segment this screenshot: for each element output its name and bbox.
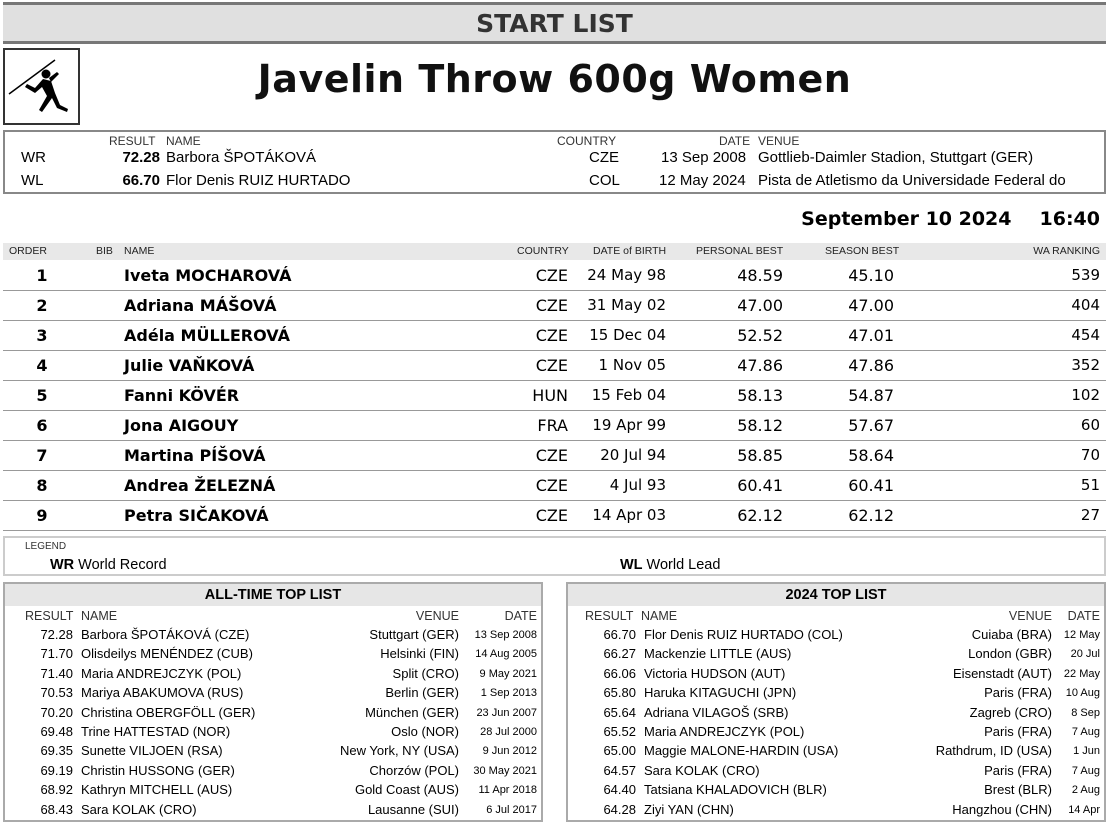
all-time-date: 14 Aug 2005 (475, 648, 537, 661)
start-list-banner: START LIST (3, 2, 1106, 44)
all-time-date: 9 Jun 2012 (482, 745, 537, 758)
all-time-date: 30 May 2021 (473, 764, 537, 777)
legend-code: WL (620, 557, 643, 573)
all-time-venue: Berlin (GER) (385, 685, 459, 701)
list-item (5, 742, 541, 761)
season-date: 12 May (1063, 629, 1100, 641)
header-rank: WA RANKING (1033, 245, 1100, 257)
athlete-sb: 58.64 (848, 446, 894, 465)
all-time-date: 23 Jun 2007 (476, 706, 537, 719)
record-name: Flor Denis RUIZ HURTADO (166, 172, 351, 189)
record-venue: Pista de Atletismo da Universidade Federal do (758, 172, 1066, 189)
season-result: 66.70 (603, 627, 636, 642)
list-item (568, 704, 1104, 723)
header-country: COUNTRY (517, 245, 569, 257)
athlete-pb: 62.12 (737, 506, 783, 525)
all-time-header-result: RESULT (25, 609, 74, 623)
athlete-name: Martina PÍŠOVÁ (124, 446, 266, 465)
all-time-name: Maria ANDREJCZYK (POL) (81, 665, 242, 681)
season-header-venue: VENUE (1008, 609, 1052, 623)
athlete-name: Iveta MOCHAROVÁ (124, 266, 292, 285)
season-result: 66.27 (603, 646, 636, 662)
list-item (568, 723, 1104, 742)
athlete-dob: 4 Jul 93 (609, 476, 666, 494)
athlete-order: 1 (36, 266, 48, 285)
season-result: 65.80 (603, 685, 636, 701)
season-name: Tatsiana KHALADOVICH (BLR) (644, 782, 827, 798)
athlete-country: FRA (537, 416, 568, 435)
athlete-country: CZE (535, 356, 568, 375)
athlete-name: Adéla MÜLLEROVÁ (124, 326, 290, 345)
list-item (5, 626, 541, 645)
athlete-pb: 58.85 (737, 446, 783, 465)
season-venue: Hangzhou (CHN) (952, 801, 1052, 817)
season-date: 8 Sep (1071, 706, 1100, 719)
header-bib: BIB (96, 245, 113, 257)
athlete-dob: 15 Feb 04 (591, 386, 666, 404)
list-item (568, 801, 1104, 820)
athlete-pb: 58.12 (737, 416, 783, 435)
athlete-order: 5 (36, 386, 48, 405)
athlete-country: CZE (535, 446, 568, 465)
header-name: NAME (124, 245, 155, 257)
event-datetime (801, 208, 1100, 230)
table-row (3, 471, 1106, 501)
athlete-rank: 60 (1080, 416, 1100, 434)
season-date: 2 Aug (1071, 784, 1100, 797)
all-time-result: 70.20 (40, 704, 73, 720)
list-item (5, 762, 541, 781)
list-item (568, 762, 1104, 781)
record-country: CZE (589, 149, 619, 166)
season-date: 20 Jul (1070, 648, 1100, 661)
list-item (568, 626, 1104, 645)
athlete-rank: 454 (1071, 326, 1100, 344)
athlete-pb: 47.00 (737, 296, 783, 315)
season-name: Adriana VILAGOŠ (SRB) (644, 704, 789, 720)
season-name: Maria ANDREJCZYK (POL) (644, 724, 805, 739)
records-header-venue: VENUE (758, 134, 800, 148)
season-header-date: DATE (1067, 609, 1100, 623)
season-date: 22 May (1063, 667, 1100, 680)
athlete-order: 8 (36, 476, 48, 495)
records-header-result: RESULT (109, 134, 156, 148)
athlete-name: Andrea ŽELEZNÁ (124, 476, 276, 495)
all-time-result: 69.48 (40, 724, 73, 739)
list-item (568, 684, 1104, 703)
athlete-sb: 60.41 (848, 476, 894, 495)
list-item (5, 665, 541, 684)
legend-code: WR (50, 557, 75, 573)
season-name: Sara KOLAK (CRO) (644, 762, 760, 778)
athlete-rank: 51 (1080, 476, 1100, 494)
athlete-pb: 47.86 (737, 356, 783, 375)
legend-label: World Lead (646, 557, 721, 573)
athlete-name: Jona AIGOUY (124, 416, 239, 435)
season-result: 64.57 (603, 762, 636, 778)
legend-label: World Record (78, 557, 167, 573)
record-result: 66.70 (122, 172, 160, 189)
record-venue: Gottlieb-Daimler Stadion, Stuttgart (GER) (758, 149, 1034, 166)
header-dob: DATE of BIRTH (593, 245, 667, 257)
athlete-order: 6 (36, 416, 48, 435)
all-time-title: ALL-TIME TOP LIST (5, 584, 541, 606)
all-time-result: 68.92 (40, 782, 73, 798)
athlete-sb: 62.12 (848, 506, 894, 525)
athlete-sb: 54.87 (848, 386, 894, 405)
table-row (3, 261, 1106, 291)
all-time-header-date: DATE (504, 609, 537, 623)
all-time-name: Barbora ŠPOTÁKOVÁ (CZE) (81, 627, 250, 642)
all-time-result: 71.40 (40, 665, 73, 681)
athlete-sb: 47.86 (848, 356, 894, 375)
all-time-date: 28 Jul 2000 (480, 726, 537, 738)
records-header-date: DATE (719, 134, 751, 148)
athlete-order: 7 (36, 446, 48, 465)
table-row (3, 351, 1106, 381)
athlete-rank: 352 (1071, 356, 1100, 374)
athlete-sb: 47.01 (848, 326, 894, 345)
list-item (5, 645, 541, 664)
season-top-list (566, 582, 1106, 822)
season-date: 14 Apr (1068, 803, 1100, 816)
season-header-result: RESULT (585, 609, 634, 623)
list-item (568, 645, 1104, 664)
athlete-country: CZE (535, 266, 568, 285)
season-result: 64.28 (603, 801, 636, 817)
athlete-rank: 102 (1071, 386, 1100, 404)
season-venue: London (GBR) (968, 646, 1052, 662)
athlete-name: Julie VAŇKOVÁ (124, 356, 255, 375)
athlete-rank: 27 (1080, 506, 1100, 524)
athlete-country: CZE (535, 506, 568, 525)
table-row (3, 411, 1106, 441)
all-time-venue: Helsinki (FIN) (380, 646, 459, 662)
season-name: Maggie MALONE-HARDIN (USA) (644, 743, 839, 759)
athlete-order: 9 (36, 506, 48, 525)
all-time-name: Mariya ABAKUMOVA (RUS) (81, 685, 244, 701)
athlete-sb: 45.10 (848, 266, 894, 285)
records-panel (3, 130, 1106, 194)
all-time-date: 11 Apr 2018 (478, 784, 537, 797)
season-venue: Paris (FRA) (984, 685, 1052, 701)
list-item (5, 704, 541, 723)
all-time-top-list (3, 582, 543, 822)
legend-title: LEGEND (25, 541, 67, 552)
header-order: ORDER (9, 245, 47, 257)
athlete-dob: 24 May 98 (587, 266, 666, 284)
season-name: Ziyi YAN (CHN) (644, 801, 734, 817)
record-result: 72.28 (122, 149, 160, 166)
athlete-country: CZE (535, 326, 568, 345)
header-pb: PERSONAL BEST (696, 245, 784, 257)
season-name: Mackenzie LITTLE (AUS) (644, 646, 792, 662)
all-time-venue: New York, NY (USA) (340, 743, 459, 759)
athlete-dob: 1 Nov 05 (598, 356, 666, 374)
athlete-sb: 57.67 (848, 416, 894, 435)
athlete-country: CZE (535, 476, 568, 495)
season-date: 10 Aug (1065, 687, 1100, 700)
record-country: COL (589, 172, 620, 189)
athlete-country: CZE (535, 296, 568, 315)
athlete-dob: 14 Apr 03 (592, 506, 666, 524)
all-time-name: Olisdeilys MENÉNDEZ (CUB) (81, 646, 253, 662)
athlete-dob: 19 Apr 99 (592, 416, 666, 434)
table-row (3, 321, 1106, 351)
table-row (3, 441, 1106, 471)
season-title: 2024 TOP LIST (568, 584, 1104, 606)
season-name: Flor Denis RUIZ HURTADO (COL) (644, 627, 843, 642)
all-time-name: Christina OBERGFÖLL (GER) (81, 704, 256, 720)
season-venue: Paris (FRA) (984, 724, 1052, 739)
legend-item-wr (50, 557, 167, 573)
list-item (568, 665, 1104, 684)
all-time-result: 69.35 (40, 743, 73, 759)
start-list-header (3, 243, 1106, 260)
season-date: 7 Aug (1071, 764, 1100, 777)
all-time-venue: Gold Coast (AUS) (354, 782, 459, 798)
legend (3, 536, 1106, 576)
all-time-name: Kathryn MITCHELL (AUS) (81, 782, 233, 798)
list-item (5, 781, 541, 800)
all-time-venue: Oslo (NOR) (391, 724, 459, 739)
athlete-sb: 47.00 (848, 296, 894, 315)
all-time-date: 13 Sep 2008 (474, 629, 537, 641)
event-time: 16:40 (1039, 208, 1100, 230)
season-venue: Eisenstadt (AUT) (953, 665, 1052, 681)
list-item (568, 781, 1104, 800)
list-item (5, 801, 541, 820)
record-date: 12 May 2024 (659, 172, 746, 189)
season-venue: Brest (BLR) (984, 782, 1052, 798)
all-time-venue: Stuttgart (GER) (369, 627, 459, 642)
season-name: Victoria HUDSON (AUT) (644, 665, 786, 681)
record-name: Barbora ŠPOTÁKOVÁ (166, 149, 317, 166)
record-date: 13 Sep 2008 (661, 149, 747, 166)
season-result: 66.06 (603, 665, 636, 681)
athlete-pb: 48.59 (737, 266, 783, 285)
event-logo (3, 48, 80, 125)
all-time-name: Christin HUSSONG (GER) (81, 762, 235, 778)
all-time-date: 1 Sep 2013 (480, 687, 537, 700)
season-name: Haruka KITAGUCHI (JPN) (644, 685, 797, 701)
all-time-venue: Chorzów (POL) (369, 762, 459, 778)
javelin-thrower-icon (5, 50, 78, 123)
header-sb: SEASON BEST (825, 245, 900, 257)
table-row (3, 291, 1106, 321)
record-type: WR (21, 149, 46, 166)
table-row (3, 501, 1106, 531)
all-time-name: Trine HATTESTAD (NOR) (81, 724, 231, 739)
athlete-rank: 70 (1080, 446, 1100, 464)
athlete-order: 3 (36, 326, 48, 345)
season-venue: Cuiaba (BRA) (971, 627, 1052, 642)
athlete-country: HUN (532, 386, 568, 405)
athlete-pb: 58.13 (737, 386, 783, 405)
all-time-name: Sunette VILJOEN (RSA) (81, 743, 223, 759)
all-time-date: 6 Jul 2017 (486, 803, 537, 816)
table-row (3, 381, 1106, 411)
season-venue: Paris (FRA) (984, 762, 1052, 778)
athlete-rank: 404 (1071, 296, 1100, 314)
season-result: 64.40 (603, 782, 636, 798)
athlete-dob: 20 Jul 94 (600, 446, 666, 464)
athlete-rank: 539 (1071, 266, 1100, 284)
athlete-dob: 31 May 02 (587, 296, 666, 314)
athlete-pb: 52.52 (737, 326, 783, 345)
athlete-dob: 15 Dec 04 (589, 326, 666, 344)
all-time-result: 70.53 (40, 685, 73, 701)
list-item (568, 742, 1104, 761)
all-time-header-venue: VENUE (415, 609, 459, 623)
season-date: 7 Aug (1071, 726, 1100, 738)
athlete-name: Adriana MÁŠOVÁ (124, 296, 277, 315)
athlete-order: 4 (36, 356, 48, 375)
record-type: WL (21, 172, 44, 189)
season-result: 65.52 (603, 724, 636, 739)
athlete-name: Fanni KÖVÉR (124, 386, 240, 405)
event-date: September 10 2024 (801, 208, 1012, 230)
season-venue: Zagreb (CRO) (969, 704, 1052, 720)
event-title: Javelin Throw 600g Women (257, 57, 852, 101)
season-date: 1 Jun (1073, 745, 1100, 758)
season-result: 65.64 (603, 704, 636, 720)
list-item (5, 684, 541, 703)
athlete-name: Petra SIČAKOVÁ (124, 506, 269, 525)
records-header-country: COUNTRY (557, 134, 617, 148)
all-time-date: 9 May 2021 (479, 667, 537, 680)
all-time-venue: Split (CRO) (392, 665, 459, 681)
all-time-header-name: NAME (81, 609, 118, 623)
all-time-venue: Lausanne (SUI) (367, 801, 459, 817)
all-time-result: 68.43 (40, 801, 73, 817)
legend-item-wl (620, 557, 720, 573)
records-header-name: NAME (166, 134, 201, 148)
all-time-name: Sara KOLAK (CRO) (81, 801, 197, 817)
all-time-result: 72.28 (40, 627, 73, 642)
list-item (5, 723, 541, 742)
season-venue: Rathdrum, ID (USA) (935, 743, 1052, 759)
season-result: 65.00 (603, 743, 636, 759)
season-header-name: NAME (641, 609, 678, 623)
athlete-order: 2 (36, 296, 48, 315)
all-time-result: 69.19 (40, 762, 73, 778)
athlete-pb: 60.41 (737, 476, 783, 495)
all-time-result: 71.70 (40, 646, 73, 662)
all-time-venue: München (GER) (365, 704, 459, 720)
